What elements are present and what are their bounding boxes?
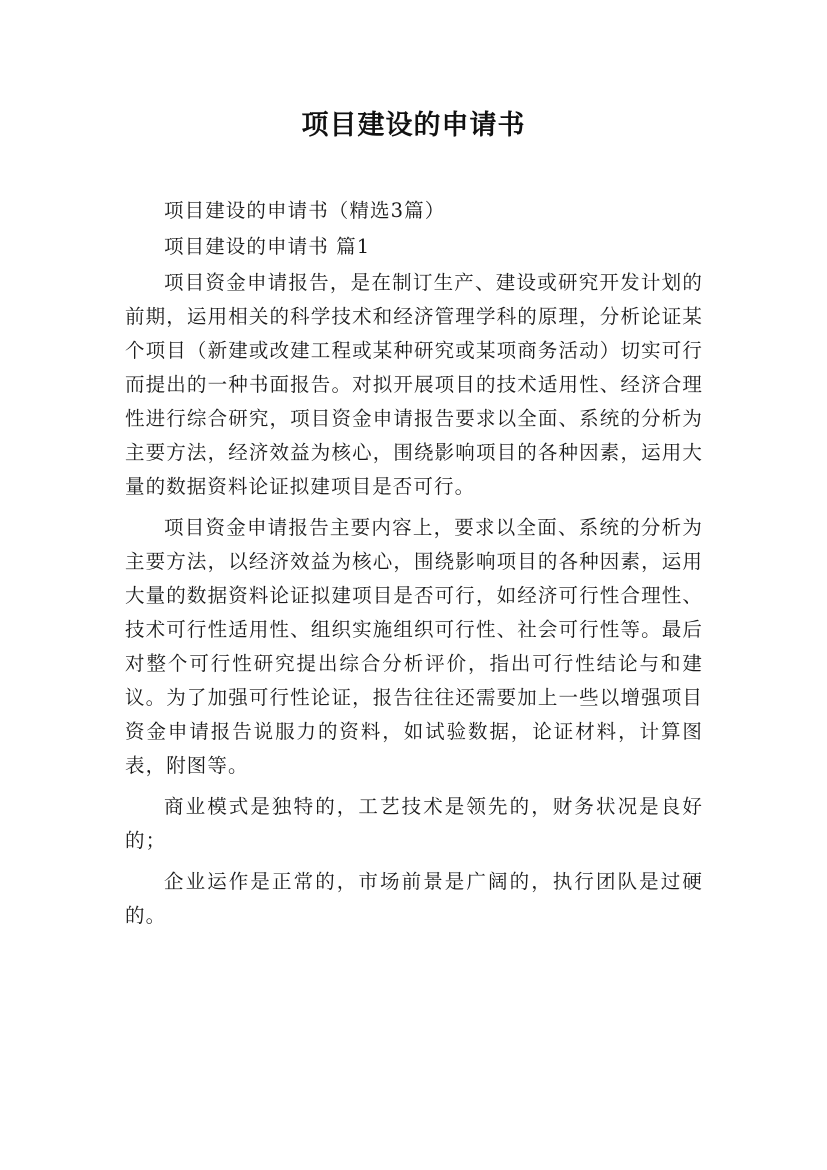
paragraph: 项目资金申请报告主要内容上，要求以全面、系统的分析为主要方法，以经济效益为核心，围绕影响项目的各种因素，运用大量的数据资料论证拟建项目是否可行，如经济可行性合理性、技术可行性适用性、组织实施组织可行性、社会可行性等。最后对整个可行性研究提出综合分析评价，指出可行性结论与和建议。为了加强可行性论证，报告往往还需要加上一些以增强项目资金申请报告说服力的资料，如试验数据，论证材料，计算图表，附图等。 xyxy=(125,516,703,777)
document-subtitle: 项目建设的申请书（精选3篇） xyxy=(164,199,446,222)
section-heading: 项目建设的申请书 篇1 xyxy=(164,235,371,258)
document-title: 项目建设的申请书 xyxy=(301,110,526,141)
paragraph: 企业运作是正常的，市场前景是广阔的，执行团队是过硬的。 xyxy=(125,870,703,927)
document-body xyxy=(125,194,703,940)
paragraph: 项目资金申请报告，是在制订生产、建设或研究开发计划的前期，运用相关的科学技术和经济管理学科的原理，分析论证某个项目（新建或改建工程或某种研究或某项商务活动）切实可行而提出的一种书面报告。对拟开展项目的技术适用性、经济合理性进行综合研究，项目资金申请报告要求以全面、系统的分析为主要方法，经济效益为核心，围绕影响项目的各种因素，运用大量的数据资料论证拟建项目是否可行。 xyxy=(125,271,703,498)
paragraph: 商业模式是独特的，工艺技术是领先的，财务状况是良好的； xyxy=(125,795,703,852)
